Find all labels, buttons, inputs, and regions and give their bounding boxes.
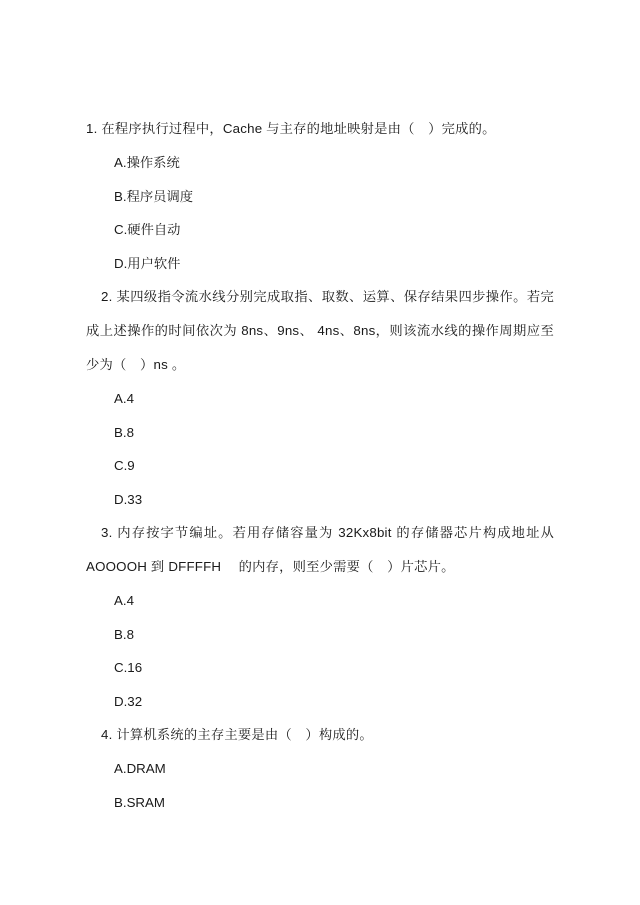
question-option: D.用户软件 [114,255,181,271]
question-option: B.SRAM [114,794,165,810]
question-option: B.8 [114,424,134,440]
document-body [86,112,554,819]
question-stem: 3. 内存按字节编址。若用存储容量为 32Kx8bit 的存储器芯片构成地址从 AOOOOH 到 DFFFFH 的内存，则至少需要（ ）片芯片。 [86,525,554,574]
question-block [86,280,554,516]
question-block [86,112,554,280]
question-option: A.4 [114,593,134,608]
question-option: D.32 [114,693,143,709]
question-option: B.程序员调度 [114,188,194,204]
question-option: D.33 [114,491,143,507]
question-block [86,516,554,718]
question-stem: 1. 在程序执行过程中，Cache 与主存的地址映射是由（ ）完成的。 [86,121,496,136]
question-option: A.操作系统 [114,155,180,170]
question-block [86,718,554,819]
question-option: C.16 [114,660,143,675]
question-stem: 4. 计算机系统的主存主要是由（ ）构成的。 [101,727,373,742]
question-option: A.DRAM [114,761,166,776]
question-stem: 2. 某四级指令流水线分别完成取指、取数、运算、保存结果四步操作。若完成上述操作的时间依次为 8ns、9ns、 4ns、8ns，则该流水线的操作周期应至少为（ ）ns 。 [86,289,554,372]
question-option: C.硬件自动 [114,222,181,237]
question-option: A.4 [114,391,134,406]
question-option: C.9 [114,458,135,473]
question-option: B.8 [114,626,134,642]
